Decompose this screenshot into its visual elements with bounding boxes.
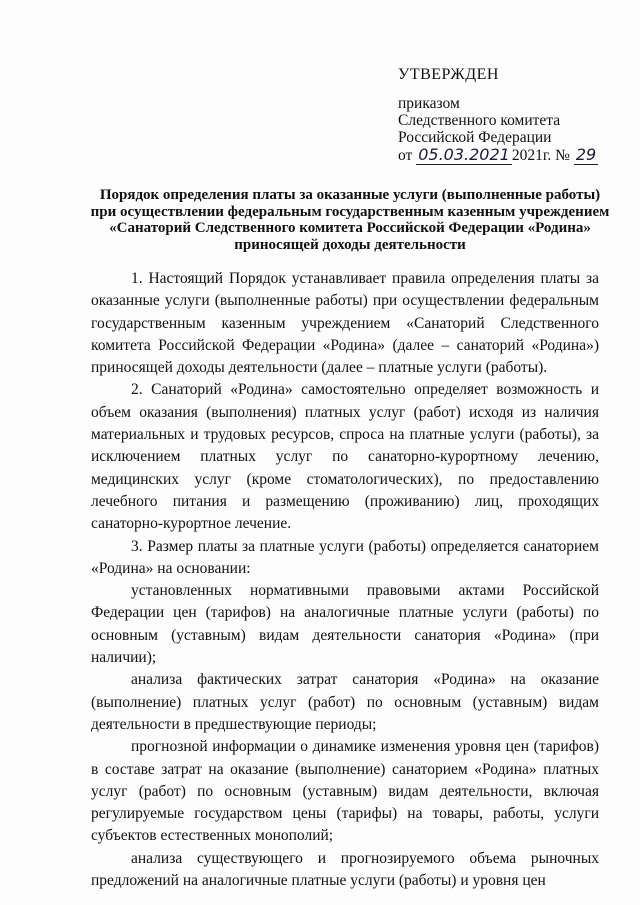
paragraph-3-basis-4: анализа существующего и прогнозируемого объема рыночных предложений на аналогичные платные услуги (работы) и уровня цен (91, 849, 599, 890)
paragraph-3-basis-2: анализа фактических затрат санатория «Родина» на оказание (выполнение) платных услуг (работ) по основным (уставным) видам деятельности в предшествующие периоды; (91, 671, 599, 733)
number-sign: № (555, 147, 570, 164)
approval-line-committee: Следственного комитета (398, 112, 561, 129)
handwritten-number: 29 (575, 145, 597, 164)
document-body (91, 268, 599, 892)
paragraph-1: 1. Настоящий Порядок устанавливает правила определения платы за оказанные услуги (выполненные работы) при осуществлении федеральным государственным казенным учреждением «Санаторий Следственного комитета Российской Федерации «Родина» (далее – санаторий «Родина») приносящей доходы деятельности (далее – платные услуги (работы). (91, 270, 599, 377)
handwritten-date: 05.03.2021 (418, 145, 510, 164)
paragraph-2: 2. Санаторий «Родина» самостоятельно определяет возможность и объем оказания (выполнения) платных услуг (работ) исходя из наличия материальных и трудовых ресурсов, спроса на платные услуги (работы), за исключением платных услуг по санаторно-курортному лечению, медицинских услуг (кроме стоматологических), по предоставлению лечебного питания и размещению (проживанию) лиц, проходящих санаторно-курортное лечение. (91, 381, 599, 533)
paragraph-3-basis-3: прогнозной информации о динамике изменения уровня цен (тарифов) в составе затрат на оказание (выполнение) санаторием «Родина» платных услуг (работ) по основным (уставным) видам деятельности, включая регулируемые государством цены (тарифы) на товары, работы, услуги субъектов естественных монополий; (91, 738, 599, 845)
document-title: Порядок определения платы за оказанные услуги (выполненные работы) при осуществлении федеральным государственным казенным учреждением «Санаторий Следственного комитета Российской Федерации «Родина» приносящей доходы деятельности (90, 187, 610, 253)
approval-line-federation: Российской Федерации (398, 129, 552, 146)
date-year-suffix: 2021г. (511, 147, 552, 164)
date-prefix: от (398, 147, 413, 164)
approval-block (398, 66, 618, 146)
approval-line-order: приказом (398, 95, 460, 112)
paragraph-3-basis-1: установленных нормативными правовыми актами Российской Федерации цен (тарифов) на аналогичные платные услуги (работы) по основным (уставным) видам деятельности санатория «Родина» (при наличии); (91, 582, 599, 667)
paragraph-3: 3. Размер платы за платные услуги (работы) определяется санаторием «Родина» на основании: (91, 537, 599, 577)
order-date-line (398, 145, 598, 165)
approval-title: УТВЕРЖДЕН (398, 66, 499, 83)
